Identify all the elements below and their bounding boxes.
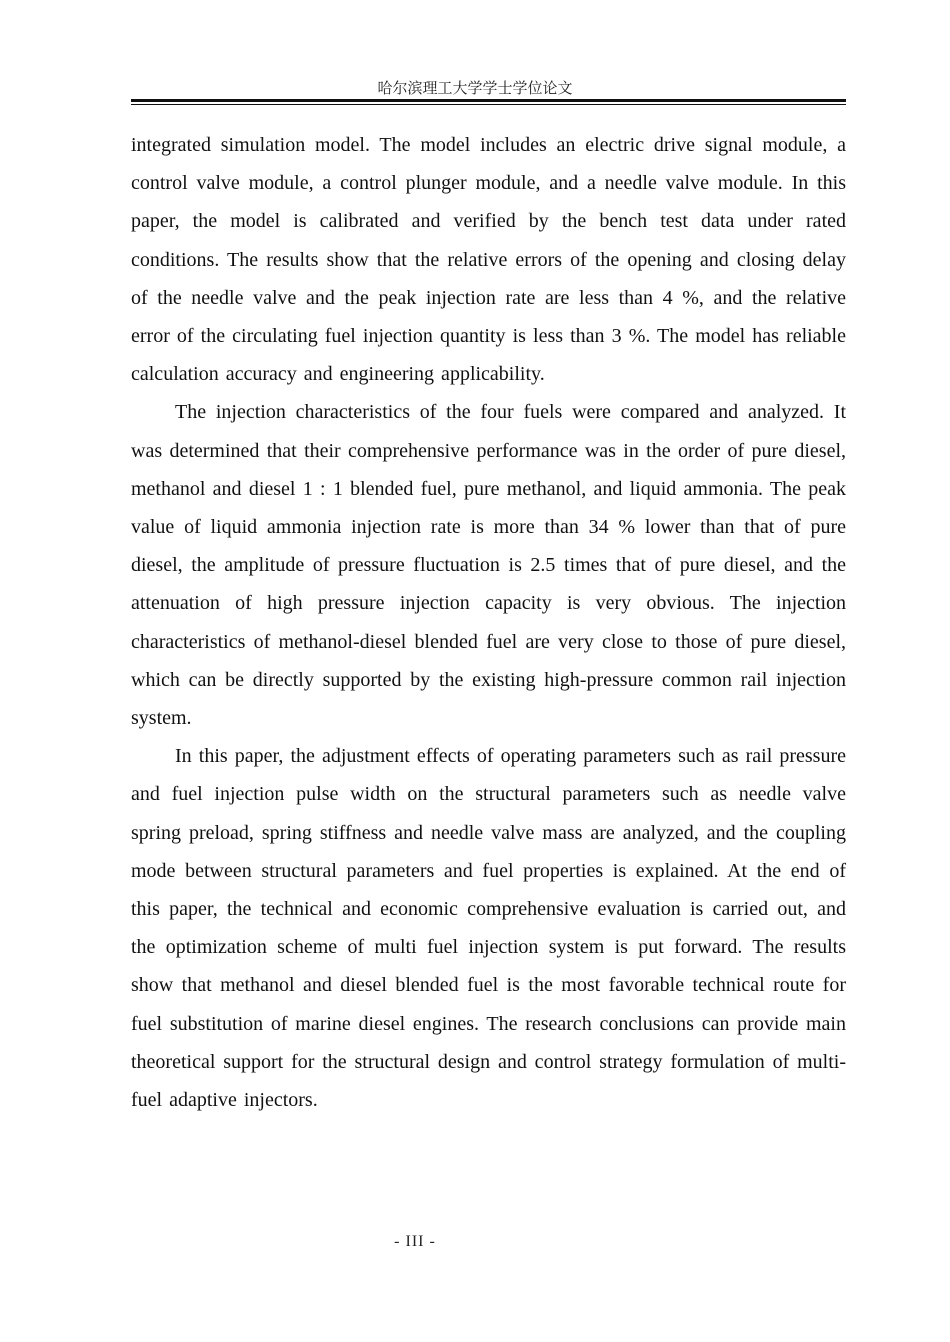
header-rule-thin (131, 104, 846, 105)
header-rule-thick (131, 99, 846, 102)
abstract-body (131, 126, 846, 1119)
page-header-title: 哈尔滨理工大学学士学位论文 (377, 79, 573, 97)
paragraph-2: The injection characteristics of the four fuels were compared and analyzed. It was determined that their comprehensive performance was in the order of pure diesel, methanol and diesel 1 : 1 blended fuel, pure methanol, and liquid ammonia. The peak value of liquid ammonia injection rate is more than 34 % lower than that of pure diesel, the amplitude of pressure fluctuation is 2.5 times that of pure diesel, and the attenuation of high pressure injection capacity is very obvious. The injection characteristics of methanol-diesel blended fuel are very close to those of pure diesel, which can be directly supported by the existing high-pressure common rail injection system. (131, 401, 846, 730)
page-number: - III - (394, 1233, 436, 1250)
paragraph-1: integrated simulation model. The model includes an electric drive signal module, a control valve module, a control plunger module, and a needle valve module. In this paper, the model is calibrated and verified by the bench test data under rated conditions. The results show that the relative errors of the opening and closing delay of the needle valve and the peak injection rate are less than 4 %, and the relative error of the circulating fuel injection quantity is less than 3 %. The model has reliable calculation accuracy and engineering applicability. (131, 134, 846, 386)
paragraph-3: In this paper, the adjustment effects of operating parameters such as rail pressure and fuel injection pulse width on the structural parameters such as needle valve spring preload, spring stiffness and needle valve mass are analyzed, and the coupling mode between structural parameters and fuel properties is explained. At the end of this paper, the technical and economic comprehensive evaluation is carried out, and the optimization scheme of multi fuel injection system is put forward. The results show that methanol and diesel blended fuel is the most favorable technical route for fuel substitution of marine diesel engines. The research conclusions can provide main theoretical support for the structural design and control strategy formulation of multi-fuel adaptive injectors. (131, 745, 846, 1112)
